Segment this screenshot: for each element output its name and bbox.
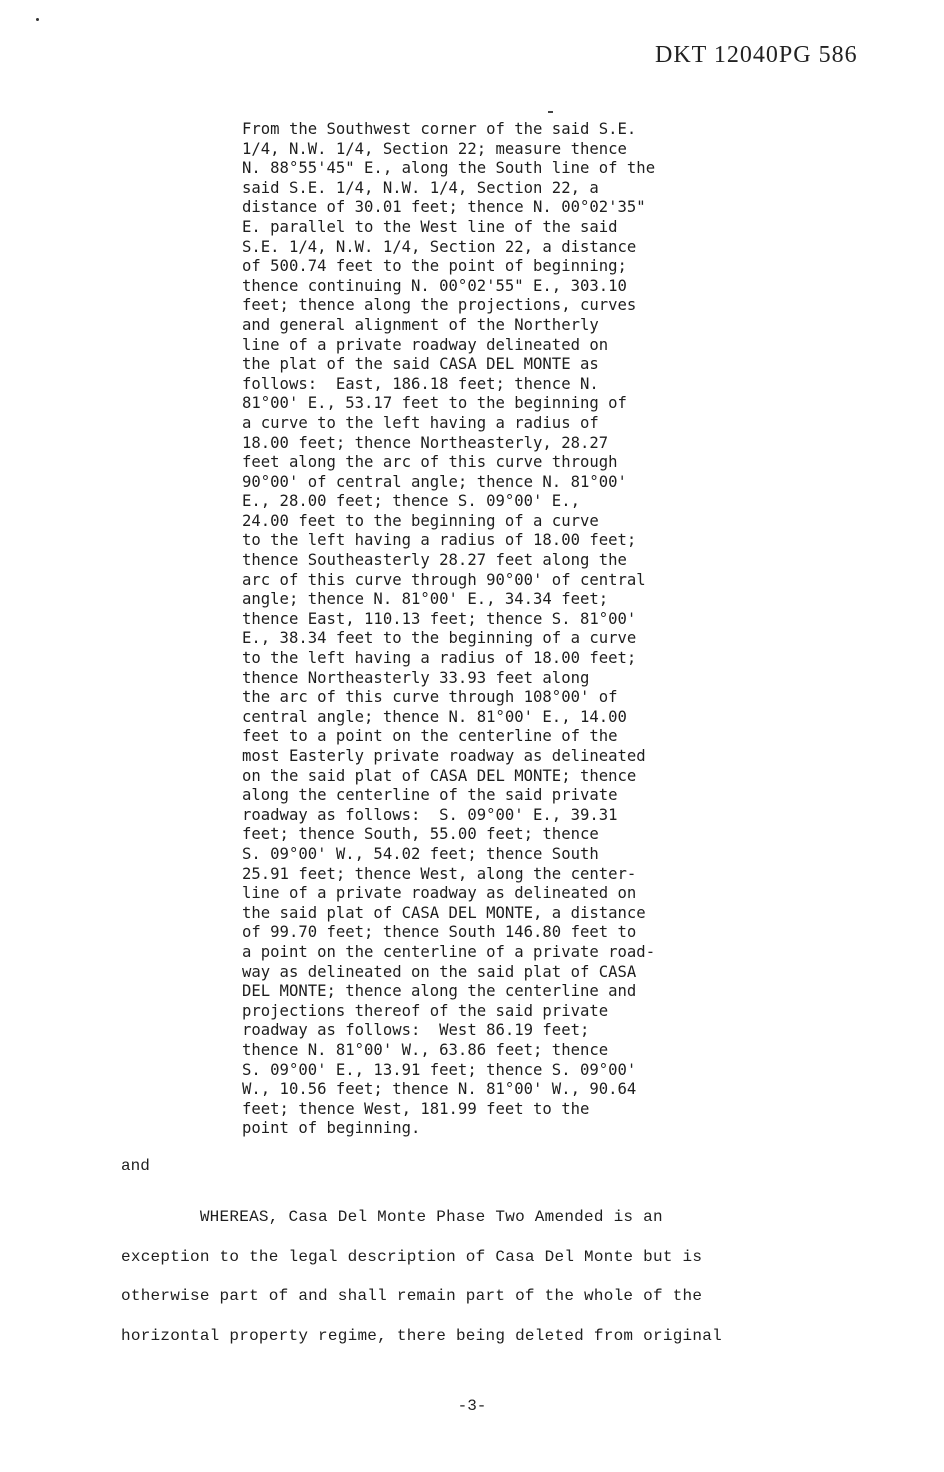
description-line: feet; thence South, 55.00 feet; thence <box>242 825 599 844</box>
description-line: a point on the centerline of a private road- <box>242 942 656 961</box>
description-line: most Easterly private roadway as delineated <box>242 747 646 765</box>
description-line: way as delineated on the said plat of CASA <box>242 962 637 981</box>
description-line: feet to a point on the centerline of the <box>242 727 618 746</box>
description-line: to the left having a radius of 18.00 feet; <box>242 531 637 550</box>
description-line: line of a private roadway delineated on <box>242 335 609 354</box>
description-line: to the left having a radius of 18.00 feet; <box>242 649 637 668</box>
description-line: along the centerline of the said private <box>242 786 618 805</box>
description-line: 18.00 feet; thence Northeasterly, 28.27 <box>242 433 609 452</box>
description-line: 1/4, N.W. 1/4, Section 22; measure thence <box>242 139 627 158</box>
whereas-line: otherwise part of and shall remain part of the whole of the <box>121 1287 703 1305</box>
description-line: E., 38.34 feet to the beginning of a curve <box>242 629 637 648</box>
description-line: arc of this curve through 90°00' of central <box>242 570 646 589</box>
description-line: feet; thence along the projections, curves <box>242 296 637 315</box>
description-line: 24.00 feet to the beginning of a curve <box>242 511 599 530</box>
description-line: point of beginning. <box>242 1119 421 1138</box>
description-line: S. 09°00' W., 54.02 feet; thence South <box>242 844 599 863</box>
scan-speck <box>36 18 39 21</box>
scan-mark <box>548 111 553 113</box>
description-line: S.E. 1/4, N.W. 1/4, Section 22, a distance <box>242 237 637 256</box>
description-line: central angle; thence N. 81°00' E., 14.00 <box>242 707 627 726</box>
description-line: projections thereof of the said private <box>242 1001 609 1020</box>
description-line: N. 88°55'45" E., along the South line of the <box>242 159 656 178</box>
conjunction-and: and <box>121 1157 150 1175</box>
description-line: thence N. 81°00' W., 63.86 feet; thence <box>242 1040 609 1059</box>
description-line: the arc of this curve through 108°00' of <box>242 688 618 707</box>
description-line: distance of 30.01 feet; thence N. 00°02'35" <box>242 198 646 217</box>
description-line: 81°00' E., 53.17 feet to the beginning of <box>242 394 627 413</box>
description-line: From the Southwest corner of the said S.E. <box>242 120 637 138</box>
description-line: W., 10.56 feet; thence N. 81°00' W., 90.64 <box>242 1080 637 1099</box>
page-number: -3- <box>457 1397 487 1415</box>
legal-description-block <box>242 120 782 1139</box>
description-line: thence East, 110.13 feet; thence S. 81°00' <box>242 609 637 628</box>
description-line: angle; thence N. 81°00' E., 34.34 feet; <box>242 590 609 609</box>
description-line: roadway as follows: S. 09°00' E., 39.31 <box>242 805 618 824</box>
description-line: of 500.74 feet to the point of beginning; <box>242 257 627 276</box>
description-line: E., 28.00 feet; thence S. 09°00' E., <box>242 492 580 511</box>
description-line: on the said plat of CASA DEL MONTE; thence <box>242 766 637 785</box>
description-line: 25.91 feet; thence West, along the center- <box>242 864 637 883</box>
description-line: thence Southeasterly 28.27 feet along the <box>242 551 627 570</box>
description-line: feet along the arc of this curve through <box>242 453 618 472</box>
description-line: the plat of the said CASA DEL MONTE as <box>242 355 599 374</box>
description-line: 90°00' of central angle; thence N. 81°00' <box>242 472 627 491</box>
description-line: the said plat of CASA DEL MONTE, a distance <box>242 903 646 922</box>
description-line: E. parallel to the West line of the said <box>242 217 618 236</box>
description-line: roadway as follows: West 86.19 feet; <box>242 1021 590 1040</box>
description-line: and general alignment of the Northerly <box>242 315 599 334</box>
description-line: S. 09°00' E., 13.91 feet; thence S. 09°00' <box>242 1060 637 1079</box>
description-line: said S.E. 1/4, N.W. 1/4, Section 22, a <box>242 178 599 197</box>
whereas-line: WHEREAS, Casa Del Monte Phase Two Amended is an <box>121 1208 663 1226</box>
description-line: a curve to the left having a radius of <box>242 413 599 432</box>
description-line: thence continuing N. 00°02'55" E., 303.10 <box>242 276 627 295</box>
whereas-paragraph <box>121 1198 722 1356</box>
description-line: line of a private roadway as delineated on <box>242 884 637 903</box>
description-line: thence Northeasterly 33.93 feet along <box>242 668 590 687</box>
description-line: DEL MONTE; thence along the centerline and <box>242 982 637 1001</box>
book-page-stamp: DKT 12040PG 586 <box>655 42 858 68</box>
whereas-line: horizontal property regime, there being deleted from original <box>121 1326 722 1345</box>
description-line: follows: East, 186.18 feet; thence N. <box>242 374 599 393</box>
description-line: feet; thence West, 181.99 feet to the <box>242 1099 590 1118</box>
whereas-line: exception to the legal description of Casa Del Monte but is <box>121 1247 703 1266</box>
description-line: of 99.70 feet; thence South 146.80 feet to <box>242 923 637 942</box>
